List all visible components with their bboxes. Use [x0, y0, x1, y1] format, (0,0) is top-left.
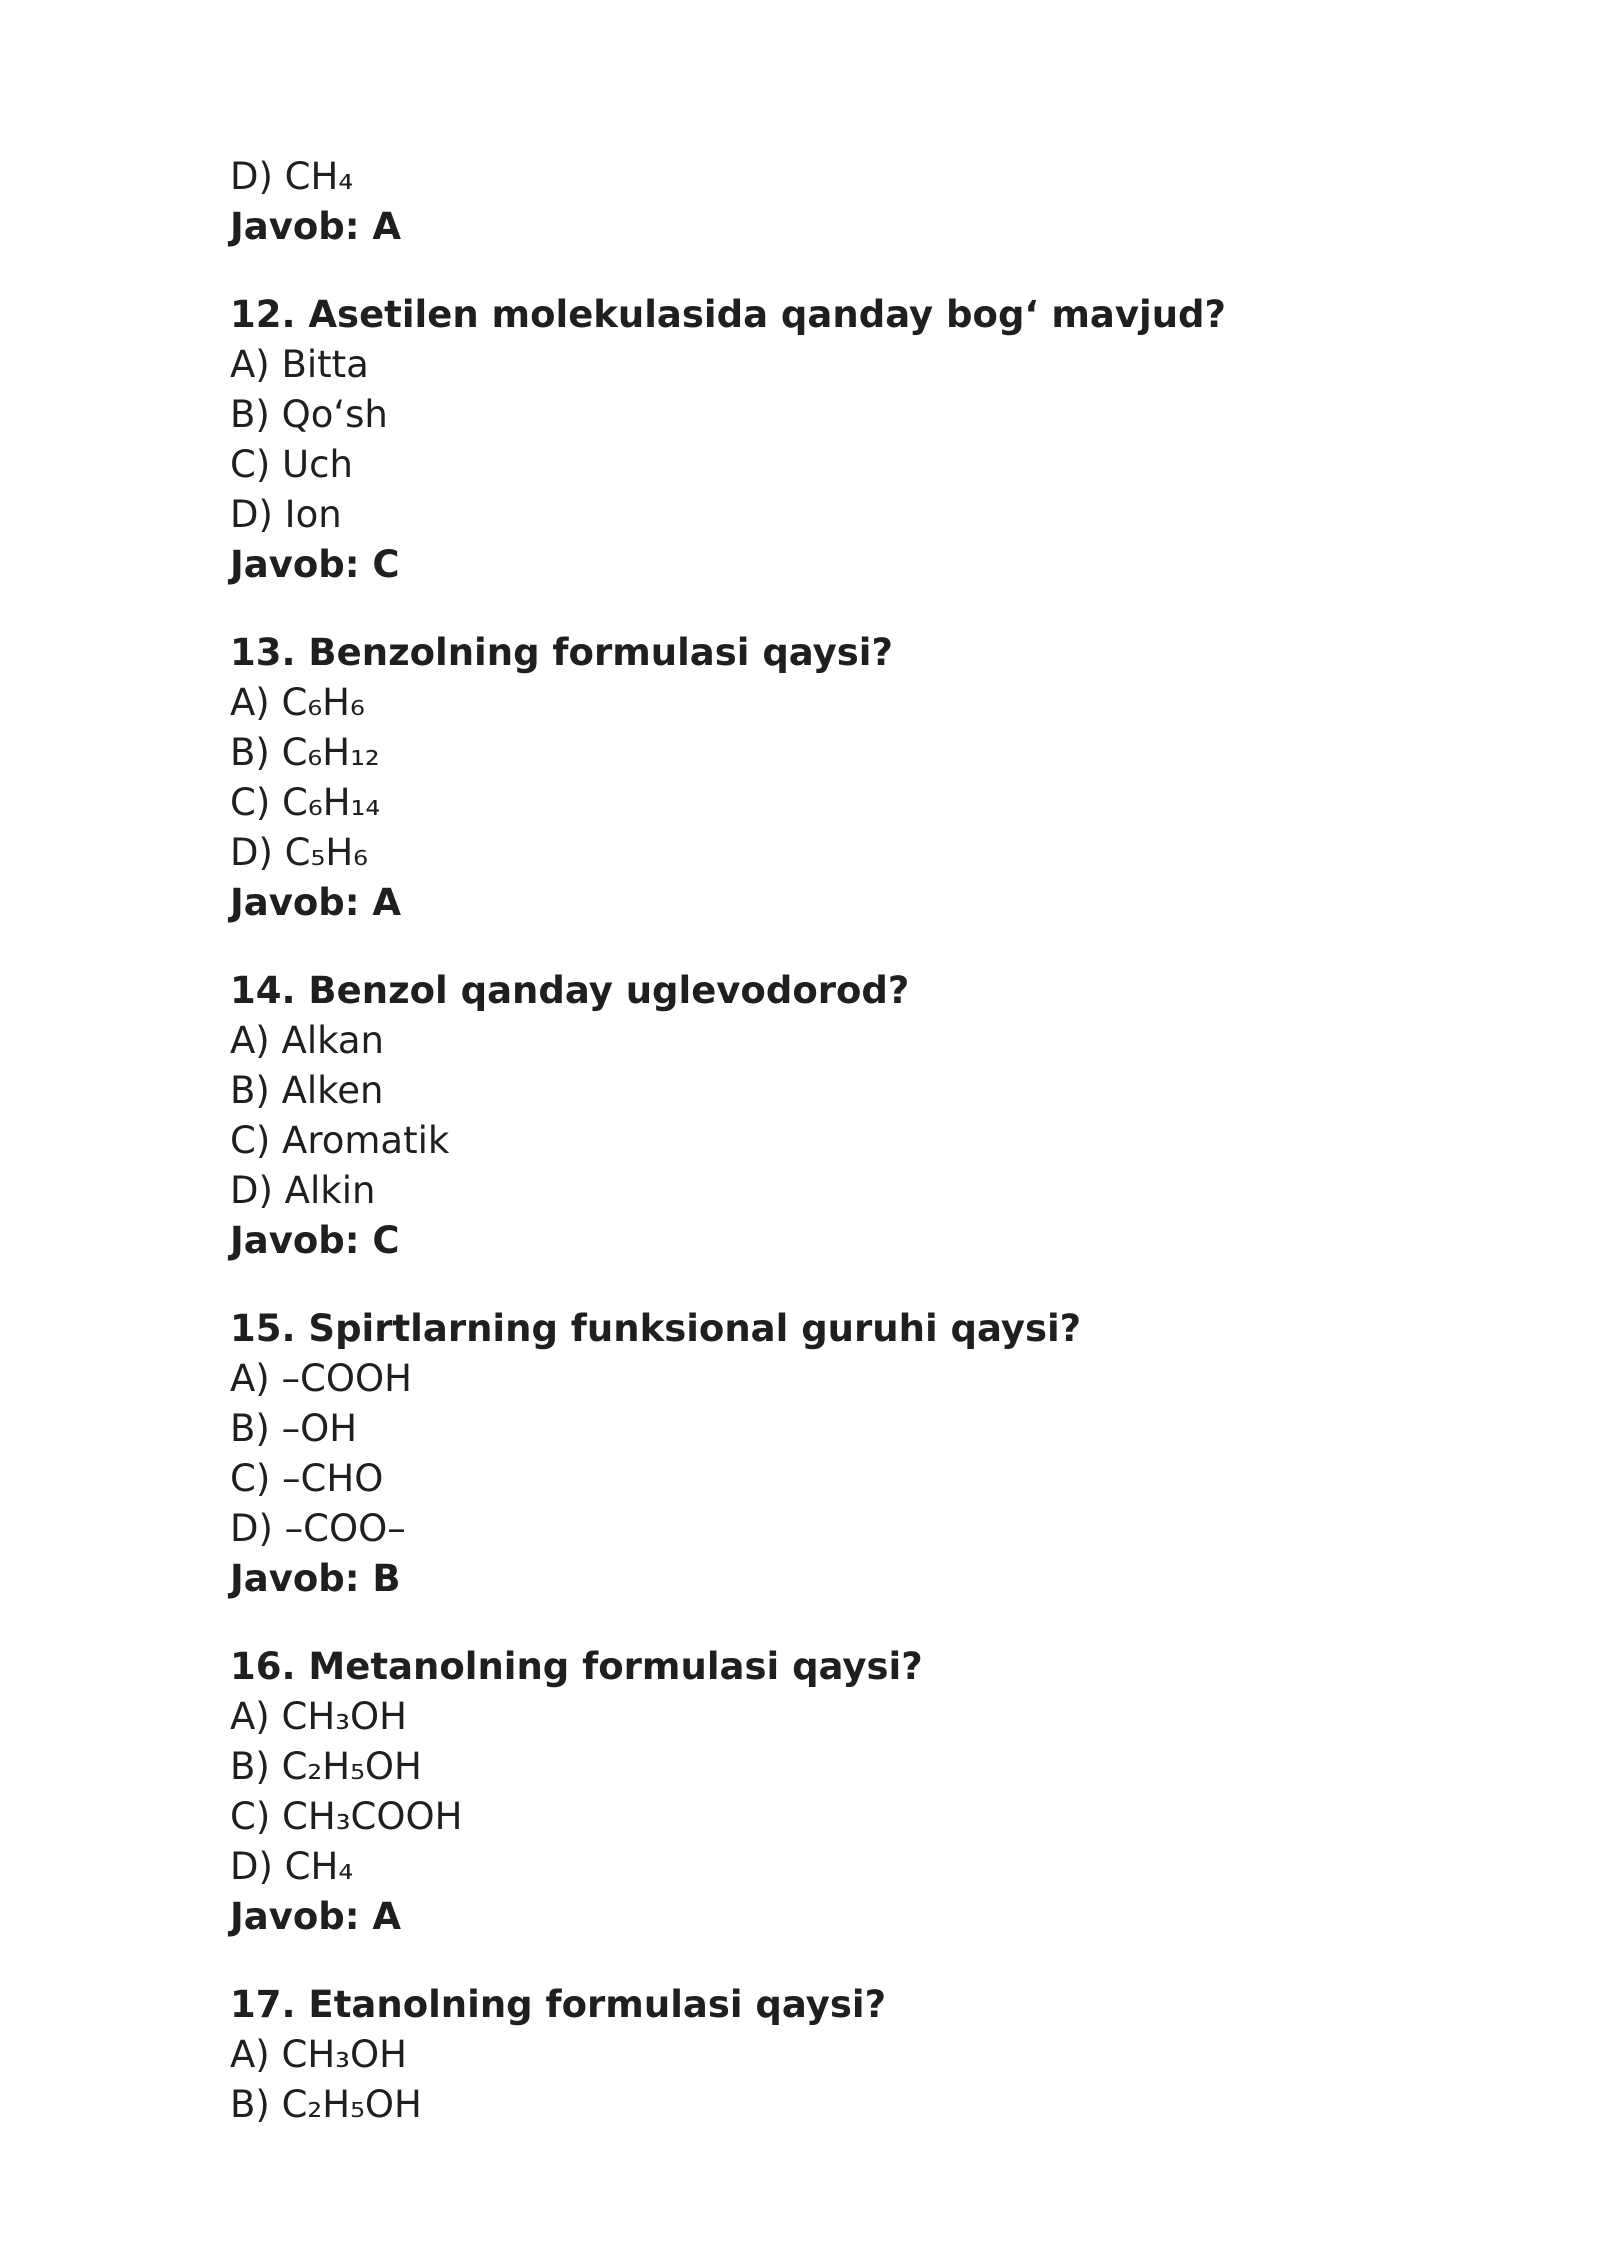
answer-line: Javob: B [230, 1557, 401, 1600]
option-line: A) Alkan [230, 1019, 384, 1062]
option-line: B) C₂H₅OH [230, 2083, 422, 2126]
option-line: D) CH₄ [230, 1845, 354, 1888]
option-line: A) C₆H₆ [230, 681, 365, 724]
option-line: A) CH₃OH [230, 1695, 407, 1738]
option-line: C) Uch [230, 443, 353, 486]
answer-line: Javob: A [230, 1895, 402, 1938]
question-14 [230, 966, 1430, 1266]
document-page [230, 152, 1430, 2130]
answer-line: Javob: C [230, 1219, 400, 1262]
question-15 [230, 1304, 1430, 1604]
question-fragment-11 [230, 152, 1430, 252]
option-line: B) Qo‘sh [230, 393, 388, 436]
option-line: D) Alkin [230, 1169, 376, 1212]
question-17 [230, 1980, 1430, 2130]
option-line: D) CH₄ [230, 155, 354, 198]
answer-line: Javob: A [230, 205, 402, 248]
answer-line: Javob: C [230, 543, 400, 586]
option-line: D) Ion [230, 493, 342, 536]
option-line: C) C₆H₁₄ [230, 781, 381, 824]
option-line: A) Bitta [230, 343, 369, 386]
answer-line: Javob: A [230, 881, 402, 924]
question-title: 14. Benzol qanday uglevodorod? [230, 969, 910, 1012]
question-title: 17. Etanolning formulasi qaysi? [230, 1983, 887, 2026]
option-line: C) –CHO [230, 1457, 384, 1500]
question-title: 12. Asetilen molekulasida qanday bog‘ mavjud? [230, 293, 1226, 336]
option-line: D) –COO– [230, 1507, 406, 1550]
question-title: 15. Spirtlarning funksional guruhi qaysi? [230, 1307, 1082, 1350]
option-line: A) CH₃OH [230, 2033, 407, 2076]
option-line: B) C₂H₅OH [230, 1745, 422, 1788]
option-line: C) CH₃COOH [230, 1795, 463, 1838]
option-line: C) Aromatik [230, 1119, 450, 1162]
question-title: 13. Benzolning formulasi qaysi? [230, 631, 893, 674]
question-title: 16. Metanolning formulasi qaysi? [230, 1645, 923, 1688]
option-line: D) C₅H₆ [230, 831, 369, 874]
question-12 [230, 290, 1430, 590]
option-line: A) –COOH [230, 1357, 412, 1400]
option-line: B) –OH [230, 1407, 358, 1450]
question-16 [230, 1642, 1430, 1942]
option-line: B) C₆H₁₂ [230, 731, 380, 774]
question-13 [230, 628, 1430, 928]
option-line: B) Alken [230, 1069, 384, 1112]
